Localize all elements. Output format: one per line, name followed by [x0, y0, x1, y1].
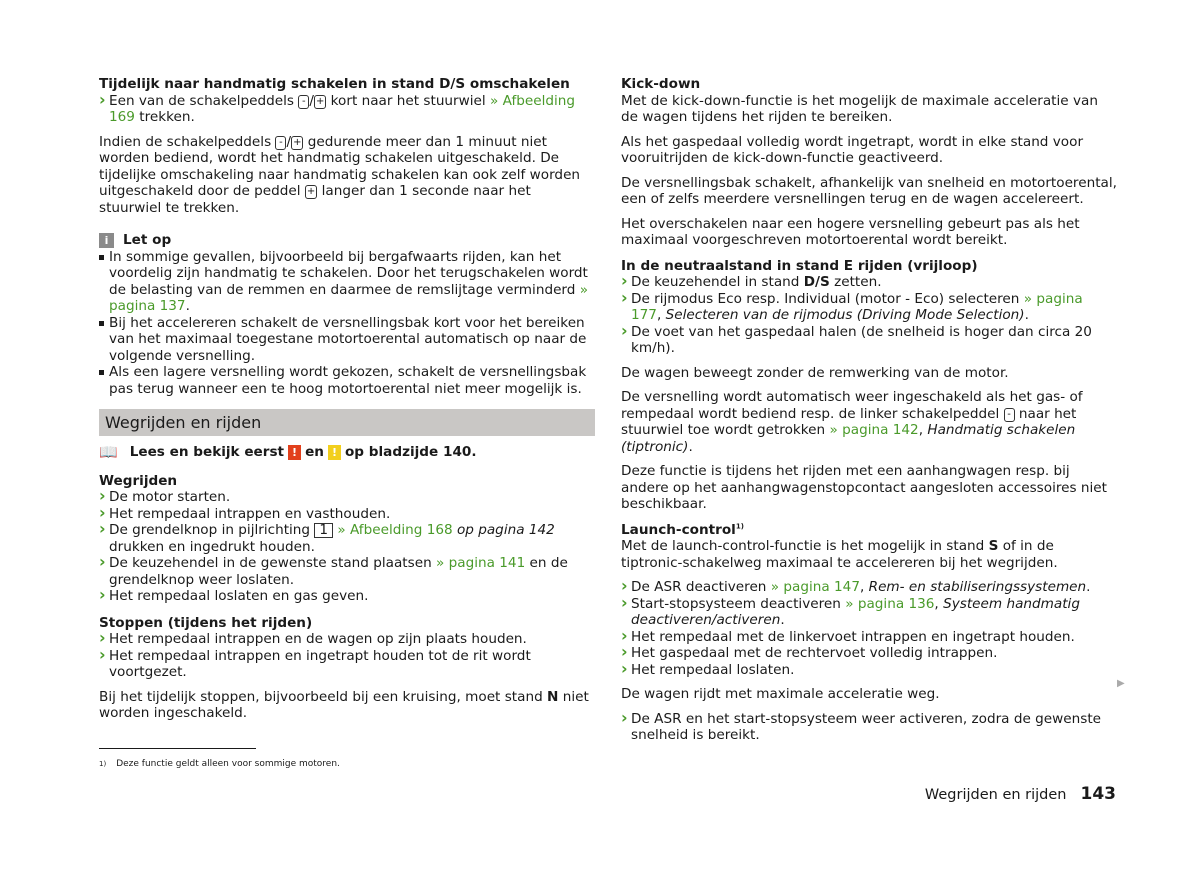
step-item: › Het rempedaal loslaten. — [621, 662, 1117, 679]
link-page-141[interactable]: » pagina 141 — [436, 555, 526, 571]
paddle-minus-key: - — [1004, 408, 1015, 422]
link-page-147[interactable]: » pagina 147 — [770, 579, 860, 595]
paragraph: Met de launch-control-functie is het mogelijk in stand S of in de tiptronic-schakelweg maximaal te accelereren bij het wegrijden. — [621, 538, 1058, 571]
continue-arrow-icon: ▶ — [1117, 678, 1125, 689]
step-pull-paddle: › Een van de schakelpeddels - / + kort naar het stuurwiel » Afbeelding 169 trekken. — [99, 93, 595, 126]
note-item: Als een lagere versnelling wordt gekozen, schakelt de versnellingsbak pas terug wanneer een te hoog motortoerental niet meer mogelijk is. — [99, 364, 595, 397]
page-footer — [925, 786, 1116, 804]
left-column — [99, 76, 595, 722]
step-item: › Het rempedaal intrappen en vasthouden. — [99, 506, 595, 523]
step-item: › De keuzehendel in de gewenste stand plaatsen » pagina 141 en de grendelknop weer loslaten. — [99, 555, 595, 588]
step-item: › De keuzehendel in stand D/S zetten. — [621, 274, 1117, 291]
section-title-bar: Wegrijden en rijden — [99, 409, 595, 436]
step-item: › De ASR deactiveren » pagina 147, Rem- en stabiliseringssystemen. — [621, 579, 1117, 596]
step-item: › Het rempedaal met de linkervoet intrappen en ingetrapt houden. — [621, 629, 1117, 646]
heading-temporary-manual: Tijdelijk naar handmatig schakelen in stand D/S omschakelen — [99, 76, 570, 92]
note-heading — [99, 232, 595, 249]
step-item: › De grendelknop in pijlrichting 1 » Afbeelding 168 op pagina 142 drukken en ingedrukt houden. — [99, 522, 595, 555]
step-item: › De rijmodus Eco resp. Individual (motor - Eco) selecteren » pagina 177, Selecteren van de rijmodus (Driving Mode Selection). — [621, 291, 1117, 324]
paragraph-paddle-timeout: Indien de schakelpeddels - / + gedurende meer dan 1 minuut niet worden bediend, wordt het handmatig schakelen uitgeschakeld. De tijdelijke omschakeling naar handmatig schakelen kan ook zelf worden uitgeschakeld door de peddel + langer dan 1 seconde naar het stuurwiel te trekken. — [99, 133, 581, 216]
step-item: › Start-stopsysteem deactiveren » pagina 136, Systeem handmatig deactiveren/activeren. — [621, 596, 1117, 629]
step-item: › Het rempedaal loslaten en gas geven. — [99, 588, 595, 605]
link-figure-169[interactable]: » Afbeelding 169 — [109, 92, 576, 125]
heading-driving-off: Wegrijden — [99, 472, 178, 489]
warning-red-icon: ! — [288, 445, 301, 460]
heading-neutral: In de neutraalstand in stand E rijden (vrijloop) — [621, 257, 978, 274]
footnote-ref: 1) — [735, 521, 744, 530]
paragraph: Als het gaspedaal volledig wordt ingetrapt, wordt in elke stand voor vooruitrijden de kick-down-functie geactiveerd. — [621, 133, 1084, 166]
footer-section-title: Wegrijden en rijden — [924, 787, 1067, 803]
book-icon: 📖 — [99, 443, 118, 461]
heading-stopping: Stoppen (tijdens het rijden) — [99, 614, 313, 631]
link-figure-168[interactable]: » Afbeelding 168 — [333, 522, 453, 538]
step-item: › De ASR en het start-stopsysteem weer activeren, zodra de gewenste snelheid is bereikt. — [621, 711, 1117, 744]
step-item: › Het rempedaal intrappen en ingetrapt houden tot de rit wordt voortgezet. — [99, 648, 595, 681]
right-column — [621, 76, 1117, 744]
note-title: Let op — [123, 232, 172, 248]
warning-yellow-icon: ! — [328, 445, 341, 460]
footnote — [99, 758, 340, 770]
heading-launch-control: Launch-control$^{1)}$ — [621, 521, 744, 538]
step-item: › Het rempedaal intrappen en de wagen op zijn plaats houden. — [99, 631, 595, 648]
footnote-text: Deze functie geldt alleen voor sommige motoren. — [116, 759, 340, 769]
info-icon: i — [99, 233, 114, 248]
paragraph: Deze functie is tijdens het rijden met een aanhangwagen resp. bij andere op het aanhangwagenstopcontact aangesloten accessoires niet beschikbaar. — [621, 463, 1107, 512]
paddle-minus-key: - — [275, 136, 286, 150]
paddle-minus-key: - — [298, 95, 309, 109]
link-page-142[interactable]: » pagina 142 — [829, 422, 919, 438]
link-page-177[interactable]: » pagina 177 — [631, 290, 1083, 323]
paragraph: Het overschakelen naar een hogere versnelling gebeurt pas als het maximaal voorgeschreven motortoerental wordt bereikt. — [621, 215, 1080, 248]
heading-kick-down: Kick-down — [621, 76, 701, 92]
callout-box: 1 — [314, 523, 333, 538]
link-page-137[interactable]: » pagina 137 — [109, 281, 589, 314]
paragraph: De wagen beweegt zonder de remwerking van de motor. — [621, 364, 1009, 381]
note-item: Bij het accelereren schakelt de versnellingsbak kort voor het bereiken van het maximaal toegestane motortoerental automatisch op naar de volgende versnelling. — [99, 315, 595, 365]
paragraph: Met de kick-down-functie is het mogelijk de maximale acceleratie van de wagen tijdens het rijden te bereiken. — [621, 92, 1098, 125]
paddle-plus-key: + — [315, 95, 325, 107]
paragraph-temporary-stop: Bij het tijdelijk stoppen, bijvoorbeeld bij een kruising, moet stand N niet worden ingeschakeld. — [99, 688, 589, 721]
step-item: › Het gaspedaal met de rechtervoet volledig intrappen. — [621, 645, 1117, 662]
paragraph: De wagen rijdt met maximale acceleratie weg. — [621, 686, 940, 702]
step-item: › De voet van het gaspedaal halen (de snelheid is hoger dan circa 20 km/h). — [621, 324, 1117, 357]
read-first-line: 📖 Lees en bekijk eerst ! en ! op bladzijde 140. — [99, 443, 477, 461]
page-number: 143 — [1080, 784, 1116, 804]
paragraph: De versnelling wordt automatisch weer ingeschakeld als het gas- of rempedaal wordt bediend resp. de linker schakelpeddel - naar het stuurwiel toe wordt getrokken » pagina 142, Handmatig schakelen (tiptronic). — [621, 389, 1083, 455]
footnote-divider — [99, 748, 256, 749]
paddle-plus-key: + — [306, 186, 316, 197]
link-page-136[interactable]: » pagina 136 — [845, 595, 935, 612]
note-item: In sommige gevallen, bijvoorbeeld bij bergafwaarts rijden, kan het voordelig zijn handmatig te schakelen. Door het terugschakelen wordt de belasting van de remmen en daarmee de remslijtage verminderd » pagina 137. — [99, 249, 595, 315]
step-item: › De motor starten. — [99, 489, 595, 506]
paddle-plus-key: + — [293, 136, 302, 148]
paragraph: De versnellingsbak schakelt, afhankelijk van snelheid en motortoerental, een of zelfs meerdere versnellingen terug en de wagen accelereert. — [621, 174, 1117, 207]
footnote-mark: 1) — [99, 760, 107, 768]
